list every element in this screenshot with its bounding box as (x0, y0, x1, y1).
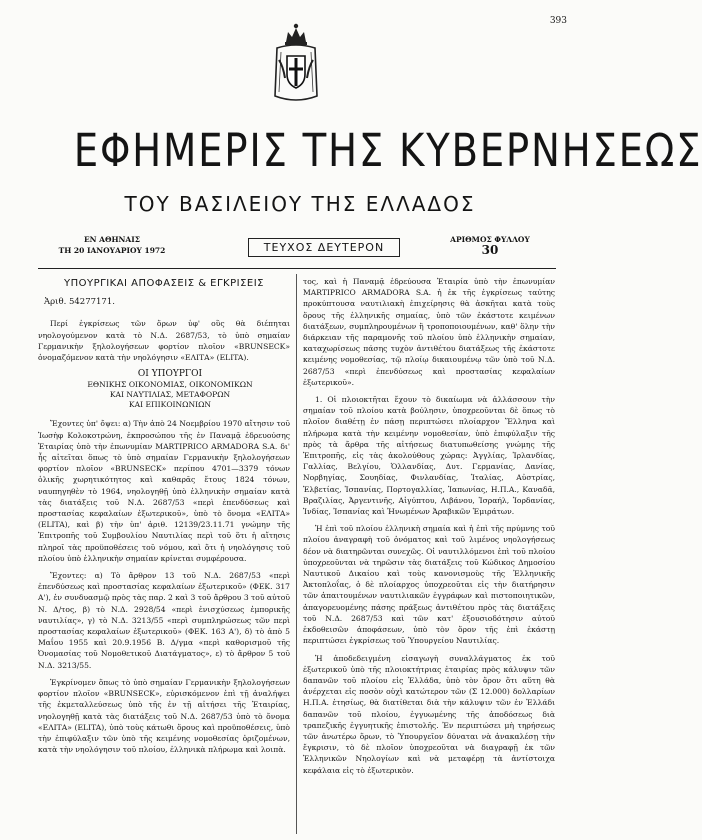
issue-date: ΤΗ 20 ΙΑΝΟΥΑΡΙΟΥ 1972 (58, 246, 166, 255)
issue-place: ΕΝ ΑΘΗΝΑΙΣ (83, 235, 141, 244)
decision-reference: Ἀριθ. 54277171. (44, 297, 115, 308)
royal-coat-of-arms-icon (271, 22, 321, 104)
issuer-heading-4: ΚΑΙ ΕΠΙΚΟΙΝΩΝΙΩΝ (128, 400, 212, 410)
issue-series: ΤΕΥΧΟΣ ΔΕΥΤΕΡΟΝ (248, 238, 400, 257)
sheet-number: 30 (481, 243, 499, 257)
right-column (303, 276, 555, 782)
issuer-heading-1: ΟΙ ΥΠΟΥΡΓΟΙ (137, 369, 203, 380)
right-paragraph: 1. Οἱ πλοιοκτῆται ἔχουν τὸ δικαίωμα νὰ ἀλλάσσουν τὴν σημαίαν τοῦ πλοίου κατὰ βούλησιν, ὑποχρεοῦνται δὲ ὅπως τὸ πλοῖον διαθέτῃ ἐν πάσῃ περιπτώσει πλοίαρχον Ἕλληνα καὶ πλήρωμα κατὰ τὴν κειμένην νομοθεσίαν, ὑπὸ ἐπιφύλαξιν τῆς πρὸς τὰ ἄρθρα τῆς αἰτήσεως διατυπωθείσης γνώμης τῆς Ἐπιτροπῆς, εἰς τὰς ἀκολούθους χώρας: Ἀγγλίας, Ἰρλανδίας, Γαλλίας, Βελγίου, Ὁλλανδίας, Δυτ. Γερμανίας, Δανίας, Νορβηγίας, Σουηδίας, Φινλανδίας, Ἰταλίας, Αὐστρίας, Ἑλβετίας, Ἰσπανίας, Πορτογαλλίας, Ἰαπωνίας, Η.Π.Α., Καναδᾶ, Βραζιλίας, Ἀργεντινῆς, Αἰγύπτου, Λιβάνου, Ἰσραήλ, Ἰορδανίας, Ἰνδίας, Ἰσπανίας καὶ Ἠνωμένων Ἀραβικῶν Ἐμιράτων. (303, 395, 555, 517)
right-paragraph: τος, καὶ ἡ Παναμᾷ ἐδρεύουσα Ἑταιρία ὑπὸ τὴν ἐπωνυμίαν MARTIPRICO ARMADORA S.A. ἡ ἐκ τῆς ἐγκρίσεως ταύτης προκύπτουσα ναυτιλιακὴ ἐπιχείρησις θὰ ἀσκῆται κατὰ τοὺς ὅρους τῆς ἑλληνικῆς σημαίας, ὑπὸ τῶν ἐκάστοτε κειμένων διατάξεων, συμπληρουμένων ἢ τροποποιουμένων, καθ' ὅλην τὴν διάρκειαν τῆς παραμονῆς τοῦ πλοίου ὑπὸ ἑλληνικὴν σημαίαν, καταχωρίσεως πάσης τυχὸν ἀντιθέτου διατάξεως τῆς ἐκάστοτε κειμένης νομοθεσίας, τῷ πλοίῳ δικαιουμένῳ τῶν ὑπὸ τοῦ Ν.Δ. 2687/53 «περὶ ἐπενδύσεως καὶ προστασίας κεφαλαίων ἐξωτερικοῦ». (303, 277, 555, 387)
left-paragraph: Ἔχοντες: α) Τὸ ἄρθρον 13 τοῦ Ν.Δ. 2687/53 «περὶ ἐπενδύσεως καὶ προστασίας κεφαλαίων ἐξωτερικοῦ» (ΦΕΚ. 317 Α'), ἐν συνδυασμῷ πρὸς τὰς παρ. 2 καὶ 3 τοῦ ἄρθρου 3 τοῦ αὐτοῦ Ν. Δ/τος, β) τὸ Ν.Δ. 2928/54 «περὶ ἐνισχύσεως ἐμπορικῆς ναυτιλίας», γ) τὸ Ν.Δ. 3213/55 «περὶ συμπληρώσεως τῶν περὶ προστασίας κεφαλαίων ἐξωτερικοῦ» (ΦΕΚ. 163 Α'), δ) τὸ ἀπὸ 5 Μαΐου 1955 καὶ 20.9.1956 Β. Δ/γμα «περὶ καθορισμοῦ τῆς Ὀνομασίας τοῦ Νομοθετικοῦ Διατάγματος», ε) τὸ ἄρθρον 5 τοῦ Ν.Δ. 3213/55. (38, 571, 290, 670)
column-divider (296, 274, 297, 834)
left-paragraph: Ἐγκρίνομεν ὅπως τὸ ὑπὸ σημαίαν Γερμανικὴν ξηλολογήσεων φορτίον πλοῖον «BRUNSECK», εὑρισκόμενον ἐπὶ τῇ ἀναλήψει τῆς ἐκμεταλλεύσεως ὑπὸ τῆς ἐν τῇ αἰτήσει τῆς Ἑταιρίας, νηολογηθῇ κατὰ τὰς διατάξεις τοῦ Ν.Δ. 2687/53 ὑπὸ τὸ ὄνομα «ΕΛΙΤΑ» (ELITA), ὑπὸ τοὺς κάτωθι ὅρους καὶ προϋποθέσεις, ὑπὸ τὴν ἐπιφύλαξιν τῶν ὑπὸ τῆς κειμένης νομοθεσίας ὁριζομένων, κατὰ τὴν νηολόγησιν τοῦ πλοίου, ἐλληνικὰ πλήρωμα καὶ λοιπὰ. (38, 677, 290, 755)
issuer-heading-3: ΚΑΙ ΝΑΥΤΙΛΙΑΣ, ΜΕΤΑΦΟΡΩΝ (109, 390, 231, 400)
section-title: ΥΠΟΥΡΓΙΚΑΙ ΑΠΟΦΑΣΕΙΣ & ΕΓΚΡΙΣΕΙΣ (63, 278, 265, 289)
page-number: 393 (549, 16, 567, 26)
left-column (38, 276, 290, 761)
sheet-label: ΑΡΙΘΜΟΣ ΦΥΛΛΟΥ (450, 235, 530, 244)
right-paragraph: Ἡ ἐπὶ τοῦ πλοίου ἑλληνικὴ σημαία καὶ ἡ ἐπὶ τῆς πρύμνης τοῦ πλοίου ἀναγραφὴ τοῦ ὀνόματος καὶ τοῦ λιμένος νηολογήσεως δέον νὰ διατηρῶνται συνεχῶς. Οἱ ναυτιλλόμενοι ἐπὶ τοῦ πλοίου ὑποχρεοῦνται νὰ τηρῶσιν τὰς διατάξεις τοῦ Κώδικος Δημοσίου Ναυτικοῦ Δικαίου καὶ τοὺς κανονισμοὺς τῆς Ἐλληνικῆς Ἀκτοπλοΐας, ὁ δὲ πλοίαρχος ὑποχρεοῦται εἰς τὴν διατήρησιν τῶν ἀπαιτουμένων ναυτιλιακῶν ἐγγράφων καὶ πιστοποιητικῶν, ἀπαγορευομένης πάσης πράξεως ἀντιθέτου πρὸς τὰς διατάξεις τοῦ Ν.Δ. 2687/53 καὶ τῶν κατ' ἐξουσιοδότησιν αὐτοῦ ἐκδοθεισῶν ἀποφάσεων, ὑπὸ τὸν ὅρον τῆς ἐπὶ ἑκάστῃ περιπτώσει ἐγκρίσεως τοῦ Ὑπουργείου Ναυτιλίας. (303, 524, 555, 646)
masthead-title: ΕΦΗΜΕΡΙΣ ΤΗΣ ΚΥΒΕΡΝΗΣΕΩΣ (73, 124, 702, 177)
decision-intro: Περί ἐγκρίσεως τῶν ὅρων ὑφ' οὓς θὰ διέπηται νηολογούμενον κατὰ τὸ Ν.Δ. 2687/53, τὸ ὑπὸ σημαίαν Γερμανικὴν ξηλολογήσεων φορτίον πλοῖον «BRUNSECK» ὀνομαζόμενον κατὰ τὴν νηολόγησιν «ΕΛΙΤΑ» (ELITA). (38, 319, 290, 363)
issue-sheet (430, 234, 550, 256)
left-paragraph: Ἔχοντες ὑπ' ὄψει: α) Τὴν ἀπὸ 24 Νοεμβρίου 1970 αἴτησιν τοῦ Ἰωσὴφ Κολοκοτρώνη, ἐκπροσώπου τῆς ἐν Παναμᾷ ἐδρευούσης Ἑταιρίας ὑπὸ τὴν ἐπωνυμίαν MARTIPRICO ARMADORA S.A. δι' ἧς αἰτεῖται ὅπως τὸ ὑπὸ σημαίαν Γερμανικὴν ξηλολογήσεων φορτίον πλοῖον «BRUNSECK» περίπου 4701—3379 τόνων ὁλικῆς χωρητικότητος καὶ καθαρᾶς ἔτους 1824 τόνων, ναυπηγηθὲν τὸ 1964, νηολογηθῇ ὑπὸ ἑλληνικὴν σημαίαν κατὰ τὰς διατάξεις τοῦ Ν.Δ. 2687/53 «περὶ ἐπενδύσεως καὶ προστασίας κεφαλαίων ἐξωτερικοῦ», ὑπὸ τὸ ὄνομα «ΕΛΙΤΑ» (ELITA), καὶ β) τὴν ὑπ' ἀριθ. 12139/23.11.71 γνώμην τῆς Ἐπιτροπῆς τοῦ Συμβουλίου Ναυτιλίας περὶ τοῦ ὅτι ἡ αἴτησις πληροῖ τὰς προϋποθέσεις τοῦ νόμου, καὶ ὅτι ἡ νηολόγησις τοῦ πλοίου ὑπὸ ἑλληνικὴν σημαίαν κρίνεται συμφέρουσα. (38, 419, 290, 563)
issuer-heading-2: ΕΘΝΙΚΗΣ ΟΙΚΟΝΟΜΙΑΣ, ΟΙΚΟΝΟΜΙΚΩΝ (87, 380, 253, 390)
header-divider (38, 268, 556, 269)
masthead-subtitle: ΤΟΥ ΒΑΣΙΛΕΙΟΥ ΤΗΣ ΕΛΛΑΔΟΣ (124, 192, 476, 216)
right-paragraph: Ἡ ἀποδεδειγμένη εἰσαγωγὴ συναλλάγματος ἐκ τοῦ ἐξωτερικοῦ ὑπὸ τῆς πλοιοκτήτριας ἑταιρίας πρὸς κάλυψιν τῶν δαπανῶν τοῦ πλοίου εἰς Ἑλλάδα, ὑπὸ τὸν ὅρον ὅτι αὕτη θὰ ἀνέρχεται εἰς ποσὸν οὐχὶ κατώτερον τῶν (Σ 12.000) δολλαρίων Η.Π.Α. ἐτησίως, θὰ διατίθεται διὰ τὴν κάλυψιν τῶν ἐν Ἑλλάδι δαπανῶν τοῦ πλοίου, ἐγγυωμένης τῆς ἀποδόσεως διὰ τραπεζικῆς ἐγγυητικῆς ἐπιστολῆς. Ἐν περιπτώσει μὴ τηρήσεως τῶν ἀνωτέρω ὅρων, τὸ Ὑπουργεῖον δύναται νὰ ἀνακαλέσῃ τὴν ἔγκρισιν, τὸ δὲ πλοῖον ὑποχρεοῦται νὰ διαγραφῇ ἐκ τῶν Ἑλληνικῶν Νηολογίων καὶ νὰ μεταφέρῃ τὰ ἀντίστοιχα κεφάλαια εἰς τὸ ἐξωτερικὸν. (303, 653, 555, 775)
issue-bar (52, 234, 552, 270)
issue-place-date (52, 234, 172, 256)
